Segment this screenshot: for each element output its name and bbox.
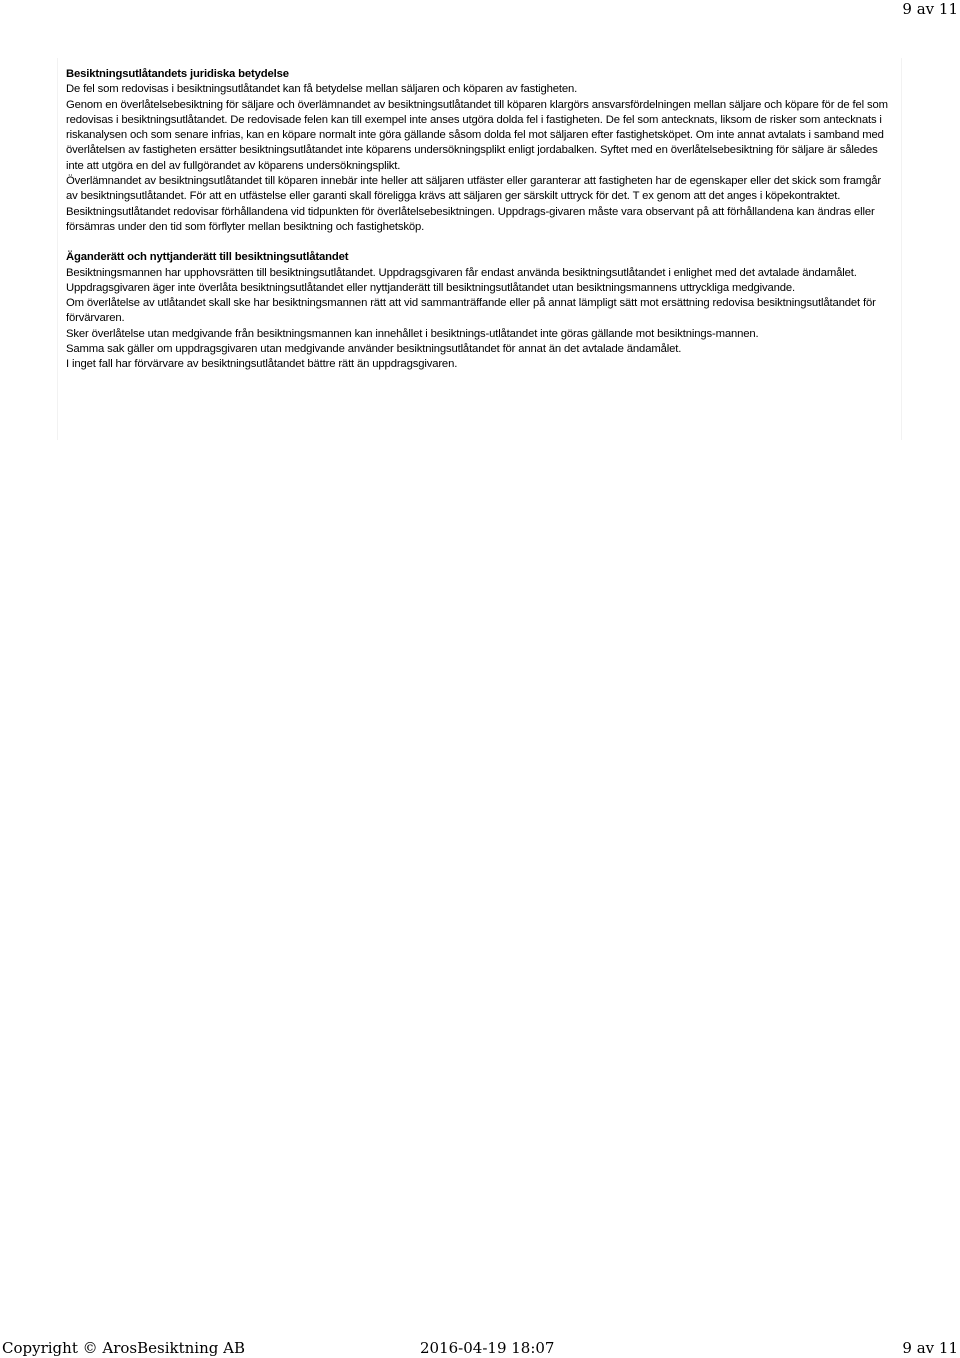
section-heading-ownership: Äganderätt och nyttjanderätt till besiktningsutlåtandet — [66, 251, 349, 264]
page-number-top: 9 av 11 — [902, 0, 958, 18]
footer-copyright: Copyright © ArosBesiktning AB — [2, 1339, 245, 1357]
footer-page-number: 9 av 11 — [902, 1339, 958, 1357]
paragraph: De fel som redovisas i besiktningsutlåtandet kan få betydelse mellan säljaren och köparen av fastigheten. — [66, 83, 578, 96]
paragraph: Sker överlåtelse utan medgivande från besiktningsmannen kan innehållet i besiktnings-utlåtandet inte göras gällande mot besiktnings-mannen. — [66, 327, 759, 340]
page-footer — [0, 1339, 960, 1357]
document-body — [66, 67, 894, 373]
footer-timestamp: 2016-04-19 18:07 — [420, 1339, 555, 1357]
paragraph: I inget fall har förvärvare av besiktningsutlåtandet bättre rätt än uppdragsgivaren. — [66, 358, 458, 371]
section-heading-legal: Besiktningsutlåtandets juridiska betydelse — [66, 68, 289, 80]
paragraph: Besiktningsutlåtandet redovisar förhållandena vid tidpunkten för överlåtelsebesiktningen. Uppdrags-givaren måste vara observant på att förhållandena kan ändras eller försämras under den tid som förflyter mellan besiktning och fastighetsköp. — [66, 205, 875, 233]
paragraph: Genom en överlåtelsebesiktning för säljare och överlämnandet av besiktningsutlåtandet till köparen klargörs ansvarsfördelningen mellan säljare och köpare för de fel som redovisas i besiktningsutlåtandet. De redovisade felen kan till exempel inte anses utgöra dolda fel i fastigheten. De fel som antecknats, liksom de risker som antecknats i riskanalysen och som senare infrias, kan en köpare normalt inte göra gällande såsom dolda fel mot säljaren efter fastighetsköpet. Om inte annat avtalats i samband med överlåtelsen av fastigheten ersätter besiktningsutlåtandet inte köparens undersökningsplikt enligt jordabalken. Syftet med en överlåtelsebesiktning för säljare är således inte att utgöra en del av fullgörandet av köparens undersökningsplikt. — [66, 98, 888, 172]
paragraph: Överlämnandet av besiktningsutlåtandet till köparen innebär inte heller att säljaren utfäster eller garanterar att fastigheten har de egenskaper eller det skick som framgår av besiktningsutlåtandet. För att en utfästelse eller garanti skall föreligga krävs att säljaren ger särskilt uttryck för det. T ex genom att det anges i köpekontraktet. — [66, 175, 882, 203]
paragraph: Om överlåtelse av utlåtandet skall ske har besiktningsmannen rätt att vid sammanträffande eller på annat lämpligt sätt mot ersättning redovisa besiktningsutlåtandet för förvärvaren. — [66, 297, 876, 325]
paragraph: Samma sak gäller om uppdragsgivaren utan medgivande använder besiktningsutlåtandet för annat än det avtalade ändamålet. — [66, 343, 682, 356]
paragraph: Besiktningsmannen har upphovsrätten till besiktningsutlåtandet. Uppdragsgivaren får endast använda besiktningsutlåtandet i enlighet med det avtalade ändamålet. Uppdragsgivaren äger inte överlåta besiktningsutlåtandet eller nyttjanderätt till besiktningsutlåtandet utan besiktningsmannens uttryckliga medgivande. — [66, 266, 857, 294]
section-spacer — [66, 235, 894, 250]
